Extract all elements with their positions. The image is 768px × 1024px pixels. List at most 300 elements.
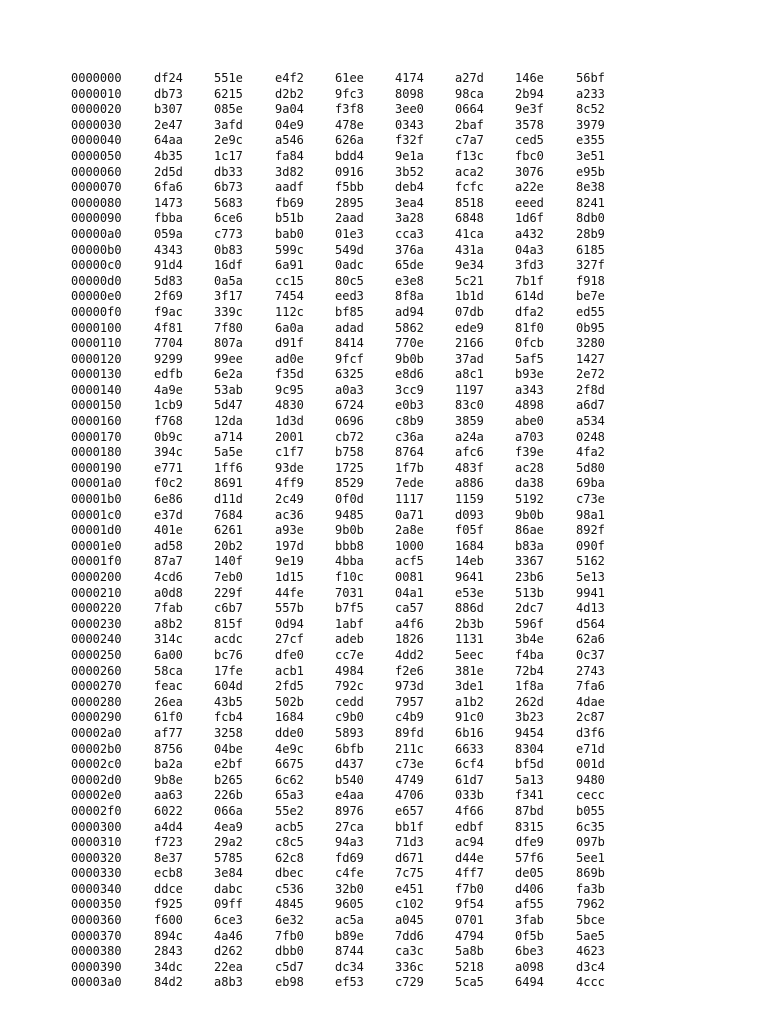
hex-word-cell: 9e1a bbox=[395, 148, 424, 163]
offset-cell: 0000040 bbox=[71, 133, 122, 148]
offset-cell: 0000090 bbox=[71, 211, 122, 226]
hex-word-cell: 01e3 bbox=[335, 226, 364, 241]
offset-cell: 0000100 bbox=[71, 320, 122, 335]
hex-word-cell: 27cf bbox=[275, 632, 304, 647]
hex-word-cell: fb69 bbox=[275, 195, 304, 210]
hex-word-cell: 3367 bbox=[515, 554, 544, 569]
hex-word-cell: 1d3d bbox=[275, 414, 304, 429]
hex-word-cell: 9641 bbox=[455, 570, 484, 584]
hex-word-cell: 3859 bbox=[455, 414, 484, 429]
hex-word-cell: 7031 bbox=[335, 585, 364, 600]
hex-word-cell: d093 bbox=[455, 507, 484, 522]
hex-word-cell: e53e bbox=[455, 585, 484, 600]
hex-word-cell: 0916 bbox=[335, 164, 364, 179]
offset-cell: 00001c0 bbox=[71, 507, 122, 522]
hex-word-cell: c4fe bbox=[335, 866, 364, 881]
hex-word-cell: 792c bbox=[335, 679, 364, 694]
hex-word-cell: 1d6f bbox=[515, 211, 544, 226]
hex-word-cell: 9e19 bbox=[275, 554, 304, 569]
hex-word-cell: b83a bbox=[515, 538, 544, 553]
hex-word-cell: a8c1 bbox=[455, 367, 484, 382]
hex-word-cell: 5162 bbox=[576, 554, 605, 569]
hex-word-cell: 61d7 bbox=[455, 772, 484, 787]
hex-word-cell: cc7e bbox=[335, 647, 364, 662]
hex-word-cell: ad94 bbox=[395, 304, 424, 319]
offset-cell: 0000290 bbox=[71, 710, 122, 725]
hex-word-cell: 4ff9 bbox=[275, 476, 304, 491]
hex-word-cell: de05 bbox=[515, 866, 544, 881]
hex-word-cell: a343 bbox=[515, 382, 544, 397]
hex-word-cell: 2dc7 bbox=[515, 601, 544, 616]
hex-word-cell: cb72 bbox=[335, 429, 364, 444]
hex-word-cell: 4a9e bbox=[154, 382, 183, 397]
hex-word-cell: f05f bbox=[455, 523, 484, 538]
hex-word-cell: bc76 bbox=[214, 647, 243, 662]
hex-word-cell: 6be3 bbox=[515, 944, 544, 959]
hex-word-cell: 0664 bbox=[455, 102, 484, 117]
hex-word-cell: 483f bbox=[455, 460, 484, 475]
hex-word-cell: 112c bbox=[275, 304, 304, 319]
hex-word-cell: a546 bbox=[275, 133, 304, 148]
hex-word-cell: 226b bbox=[214, 788, 243, 803]
hex-word-cell: 5a8b bbox=[455, 944, 484, 959]
hex-word-cell: c7a7 bbox=[455, 133, 484, 148]
hex-word-cell: d3f6 bbox=[576, 725, 605, 740]
hex-word-cell: 5d47 bbox=[214, 398, 243, 413]
hex-word-cell: 8098 bbox=[395, 86, 424, 101]
hex-word-cell: 9941 bbox=[576, 585, 605, 600]
offset-cell: 0000170 bbox=[71, 429, 122, 444]
hex-word-cell: a4f6 bbox=[395, 616, 424, 631]
hex-word-cell: 04e9 bbox=[275, 117, 304, 132]
hex-word-cell: 27ca bbox=[335, 819, 364, 834]
hex-word-cell: fbba bbox=[154, 211, 183, 226]
hex-word-cell: 3578 bbox=[515, 117, 544, 132]
hex-word-cell: b89e bbox=[335, 928, 364, 943]
hex-word-cell: 2743 bbox=[576, 663, 605, 678]
hex-word-cell: ac36 bbox=[275, 507, 304, 522]
hex-word-cell: b7f5 bbox=[335, 601, 364, 616]
hex-word-cell: 65a3 bbox=[275, 788, 304, 803]
hex-word-cell: bab0 bbox=[275, 226, 304, 241]
hex-word-cell: 9480 bbox=[576, 772, 605, 787]
hex-word-cell: f925 bbox=[154, 897, 183, 912]
hex-word-cell: c4b9 bbox=[395, 710, 424, 725]
hex-word-cell: acf5 bbox=[395, 554, 424, 569]
hex-word-cell: 89fd bbox=[395, 725, 424, 740]
hex-word-cell: fbc0 bbox=[515, 148, 544, 163]
hex-word-cell: 87bd bbox=[515, 803, 544, 818]
hex-word-cell: f2e6 bbox=[395, 663, 424, 678]
hex-word-cell: 211c bbox=[395, 741, 424, 756]
hex-word-cell: e451 bbox=[395, 881, 424, 896]
hex-word-cell: 9605 bbox=[335, 897, 364, 912]
hex-word-cell: f723 bbox=[154, 835, 183, 850]
hex-word-cell: e657 bbox=[395, 803, 424, 818]
hex-word-cell: 6261 bbox=[214, 523, 243, 538]
hex-word-cell: 6fa6 bbox=[154, 180, 183, 195]
offset-cell: 00002a0 bbox=[71, 725, 122, 740]
hex-word-cell: edfb bbox=[154, 367, 183, 382]
hex-word-cell: 3b23 bbox=[515, 710, 544, 725]
hex-word-cell: dde0 bbox=[275, 725, 304, 740]
hex-word-cell: 9e34 bbox=[455, 258, 484, 273]
hex-word-cell: a0d8 bbox=[154, 585, 183, 600]
hex-word-cell: ac94 bbox=[455, 835, 484, 850]
offset-cell: 0000350 bbox=[71, 897, 122, 912]
hex-word-cell: 0a71 bbox=[395, 507, 424, 522]
hex-word-cell: 23b6 bbox=[515, 570, 544, 584]
hex-word-cell: 3fd3 bbox=[515, 258, 544, 273]
hex-word-cell: a27d bbox=[455, 71, 484, 85]
hex-word-cell: deb4 bbox=[395, 180, 424, 195]
offset-cell: 0000310 bbox=[71, 835, 122, 850]
hex-word-cell: b540 bbox=[335, 772, 364, 787]
offset-cell: 0000390 bbox=[71, 959, 122, 974]
hex-word-cell: 892f bbox=[576, 523, 605, 538]
offset-cell: 0000080 bbox=[71, 195, 122, 210]
hex-word-cell: 20b2 bbox=[214, 538, 243, 553]
offset-cell: 0000130 bbox=[71, 367, 122, 382]
hex-word-cell: 87a7 bbox=[154, 554, 183, 569]
hex-word-cell: d671 bbox=[395, 850, 424, 865]
hex-word-cell: 6b16 bbox=[455, 725, 484, 740]
hex-word-cell: 5ae5 bbox=[576, 928, 605, 943]
hex-word-cell: a8b3 bbox=[214, 975, 243, 990]
hex-word-cell: 9b8e bbox=[154, 772, 183, 787]
hex-word-cell: 2a8e bbox=[395, 523, 424, 538]
hex-word-cell: 1159 bbox=[455, 492, 484, 507]
hex-word-cell: b307 bbox=[154, 102, 183, 117]
hex-word-cell: 44fe bbox=[275, 585, 304, 600]
hex-word-cell: 7454 bbox=[275, 289, 304, 304]
hex-word-cell: 2f8d bbox=[576, 382, 605, 397]
hex-word-cell: 7704 bbox=[154, 336, 183, 351]
hex-word-cell: c5d7 bbox=[275, 959, 304, 974]
hex-word-cell: af77 bbox=[154, 725, 183, 740]
hex-word-cell: 8756 bbox=[154, 741, 183, 756]
hex-word-cell: 64aa bbox=[154, 133, 183, 148]
hex-word-cell: 61f0 bbox=[154, 710, 183, 725]
hex-word-cell: 596f bbox=[515, 616, 544, 631]
hex-word-cell: 4dd2 bbox=[395, 647, 424, 662]
hex-word-cell: 09ff bbox=[214, 897, 243, 912]
hex-word-cell: 04a3 bbox=[515, 242, 544, 257]
hex-word-cell: 29a2 bbox=[214, 835, 243, 850]
hex-word-cell: aca2 bbox=[455, 164, 484, 179]
hex-word-cell: 7ede bbox=[395, 476, 424, 491]
hex-word-cell: 37ad bbox=[455, 351, 484, 366]
hex-word-cell: bb1f bbox=[395, 819, 424, 834]
hex-word-cell: dc34 bbox=[335, 959, 364, 974]
hex-word-cell: 4984 bbox=[335, 663, 364, 678]
hex-word-cell: 4fa2 bbox=[576, 445, 605, 460]
hex-word-cell: e3e8 bbox=[395, 273, 424, 288]
hex-word-cell: abe0 bbox=[515, 414, 544, 429]
hex-word-cell: 807a bbox=[214, 336, 243, 351]
hex-word-cell: 431a bbox=[455, 242, 484, 257]
hex-word-cell: 3e51 bbox=[576, 148, 605, 163]
hex-word-cell: 7962 bbox=[576, 897, 605, 912]
hex-word-cell: 7eb0 bbox=[214, 570, 243, 584]
hex-word-cell: 197d bbox=[275, 538, 304, 553]
offset-cell: 0000380 bbox=[71, 944, 122, 959]
hex-word-cell: 6185 bbox=[576, 242, 605, 257]
hex-word-cell: 6215 bbox=[214, 86, 243, 101]
hex-word-cell: e0b3 bbox=[395, 398, 424, 413]
hex-word-cell: c536 bbox=[275, 881, 304, 896]
hex-word-cell: e771 bbox=[154, 460, 183, 475]
hex-word-cell: 9b0b bbox=[335, 523, 364, 538]
hex-word-cell: f918 bbox=[576, 273, 605, 288]
offset-cell: 00001f0 bbox=[71, 554, 122, 569]
hex-word-cell: 1197 bbox=[455, 382, 484, 397]
hex-word-cell: 3979 bbox=[576, 117, 605, 132]
hex-word-cell: 4a46 bbox=[214, 928, 243, 943]
hex-word-cell: 5192 bbox=[515, 492, 544, 507]
hex-word-cell: 502b bbox=[275, 694, 304, 709]
hex-word-cell: 381e bbox=[455, 663, 484, 678]
hex-word-cell: 6cf4 bbox=[455, 757, 484, 772]
hex-word-cell: df24 bbox=[154, 71, 183, 85]
hex-word-cell: 4cd6 bbox=[154, 570, 183, 584]
hex-word-cell: 3cc9 bbox=[395, 382, 424, 397]
hex-word-cell: 22ea bbox=[214, 959, 243, 974]
hex-word-cell: be7e bbox=[576, 289, 605, 304]
hex-word-cell: c1f7 bbox=[275, 445, 304, 460]
hex-word-cell: 16df bbox=[214, 258, 243, 273]
hex-word-cell: 8304 bbox=[515, 741, 544, 756]
hex-word-cell: ba2a bbox=[154, 757, 183, 772]
hex-word-cell: dabc bbox=[214, 881, 243, 896]
hex-word-cell: 6a0a bbox=[275, 320, 304, 335]
hex-word-cell: 5af5 bbox=[515, 351, 544, 366]
hex-word-cell: 6724 bbox=[335, 398, 364, 413]
hex-word-cell: 04be bbox=[214, 741, 243, 756]
hex-word-cell: c8c5 bbox=[275, 835, 304, 850]
hex-word-cell: a098 bbox=[515, 959, 544, 974]
hex-word-cell: 140f bbox=[214, 554, 243, 569]
hex-word-cell: 6ce3 bbox=[214, 913, 243, 928]
hex-word-cell: 4bba bbox=[335, 554, 364, 569]
hex-word-cell: 80c5 bbox=[335, 273, 364, 288]
hex-word-cell: 599c bbox=[275, 242, 304, 257]
hex-word-cell: ad58 bbox=[154, 538, 183, 553]
hex-word-cell: 94a3 bbox=[335, 835, 364, 850]
hex-word-cell: 8976 bbox=[335, 803, 364, 818]
offset-cell: 0000250 bbox=[71, 647, 122, 662]
hex-word-cell: 8e37 bbox=[154, 850, 183, 865]
offset-cell: 0000000 bbox=[71, 71, 122, 85]
hex-word-cell: 0c37 bbox=[576, 647, 605, 662]
hex-word-cell: ddce bbox=[154, 881, 183, 896]
hex-word-cell: 8f8a bbox=[395, 289, 424, 304]
hex-word-cell: a4d4 bbox=[154, 819, 183, 834]
hex-word-cell: 376a bbox=[395, 242, 424, 257]
hex-word-cell: bf85 bbox=[335, 304, 364, 319]
offset-cell: 0000190 bbox=[71, 460, 122, 475]
hex-word-cell: 4dae bbox=[576, 694, 605, 709]
hex-word-cell: a22e bbox=[515, 180, 544, 195]
hex-word-cell: 3e84 bbox=[214, 866, 243, 881]
hex-word-cell: 059a bbox=[154, 226, 183, 241]
hex-word-cell: 0d94 bbox=[275, 616, 304, 631]
hex-word-cell: 1826 bbox=[395, 632, 424, 647]
hex-word-cell: ecb8 bbox=[154, 866, 183, 881]
hex-word-cell: 12da bbox=[214, 414, 243, 429]
hex-word-cell: 1725 bbox=[335, 460, 364, 475]
hex-word-cell: 3afd bbox=[214, 117, 243, 132]
hex-word-cell: 5c21 bbox=[455, 273, 484, 288]
hex-word-cell: 3de1 bbox=[455, 679, 484, 694]
offset-cell: 0000360 bbox=[71, 913, 122, 928]
hex-word-cell: c102 bbox=[395, 897, 424, 912]
hex-word-cell: b055 bbox=[576, 803, 605, 818]
hex-word-cell: f39e bbox=[515, 445, 544, 460]
offset-cell: 0000120 bbox=[71, 351, 122, 366]
offset-cell: 0000160 bbox=[71, 414, 122, 429]
offset-cell: 0000210 bbox=[71, 585, 122, 600]
hex-word-cell: 5785 bbox=[214, 850, 243, 865]
hex-word-cell: 1ff6 bbox=[214, 460, 243, 475]
hex-word-cell: 1c17 bbox=[214, 148, 243, 163]
offset-cell: 00000b0 bbox=[71, 242, 122, 257]
hex-word-cell: aa63 bbox=[154, 788, 183, 803]
hex-word-cell: ef53 bbox=[335, 975, 364, 990]
hex-word-cell: 7b1f bbox=[515, 273, 544, 288]
hex-word-cell: 6e2a bbox=[214, 367, 243, 382]
hex-word-cell: 4e9c bbox=[275, 741, 304, 756]
hex-word-cell: 090f bbox=[576, 538, 605, 553]
hex-word-cell: cc15 bbox=[275, 273, 304, 288]
hex-word-cell: 6a00 bbox=[154, 647, 183, 662]
hex-word-cell: 5d80 bbox=[576, 460, 605, 475]
hex-word-cell: 43b5 bbox=[214, 694, 243, 709]
hex-word-cell: 1117 bbox=[395, 492, 424, 507]
hex-word-cell: e37d bbox=[154, 507, 183, 522]
offset-cell: 00001d0 bbox=[71, 523, 122, 538]
hex-word-cell: c9b0 bbox=[335, 710, 364, 725]
offset-cell: 00001e0 bbox=[71, 538, 122, 553]
hex-word-cell: 973d bbox=[395, 679, 424, 694]
hex-word-cell: c8b9 bbox=[395, 414, 424, 429]
hex-word-cell: afc6 bbox=[455, 445, 484, 460]
hex-word-cell: 394c bbox=[154, 445, 183, 460]
hex-word-cell: 4749 bbox=[395, 772, 424, 787]
offset-cell: 0000230 bbox=[71, 616, 122, 631]
hex-word-cell: 3a28 bbox=[395, 211, 424, 226]
hex-word-cell: 8315 bbox=[515, 819, 544, 834]
hex-word-cell: d406 bbox=[515, 881, 544, 896]
hex-word-cell: 6494 bbox=[515, 975, 544, 990]
hex-word-cell: a8b2 bbox=[154, 616, 183, 631]
hex-word-cell: 1f8a bbox=[515, 679, 544, 694]
hex-word-cell: 1000 bbox=[395, 538, 424, 553]
hex-word-cell: 2b3b bbox=[455, 616, 484, 631]
hex-word-cell: 3b52 bbox=[395, 164, 424, 179]
hex-word-cell: 62a6 bbox=[576, 632, 605, 647]
hex-word-cell: 5683 bbox=[214, 195, 243, 210]
hex-word-cell: 62c8 bbox=[275, 850, 304, 865]
hex-word-cell: fcb4 bbox=[214, 710, 243, 725]
offset-cell: 0000030 bbox=[71, 117, 122, 132]
hex-word-cell: 28b9 bbox=[576, 226, 605, 241]
hex-word-cell: 9f54 bbox=[455, 897, 484, 912]
hex-word-cell: 549d bbox=[335, 242, 364, 257]
hex-word-cell: d437 bbox=[335, 757, 364, 772]
offset-cell: 00001a0 bbox=[71, 476, 122, 491]
hex-word-cell: ed55 bbox=[576, 304, 605, 319]
hex-word-cell: 6633 bbox=[455, 741, 484, 756]
hex-word-cell: 7684 bbox=[214, 507, 243, 522]
hex-word-cell: d44e bbox=[455, 850, 484, 865]
hex-word-cell: 1684 bbox=[275, 710, 304, 725]
hex-word-cell: 033b bbox=[455, 788, 484, 803]
hex-word-cell: db33 bbox=[214, 164, 243, 179]
hex-word-cell: 9485 bbox=[335, 507, 364, 522]
hex-word-cell: 5a13 bbox=[515, 772, 544, 787]
hex-word-cell: adeb bbox=[335, 632, 364, 647]
hex-word-cell: 2d5d bbox=[154, 164, 183, 179]
hex-word-cell: 5ee1 bbox=[576, 850, 605, 865]
hex-word-cell: 4ea9 bbox=[214, 819, 243, 834]
hex-word-cell: ac5a bbox=[335, 913, 364, 928]
hex-word-cell: fcfc bbox=[455, 180, 484, 195]
hex-word-cell: d564 bbox=[576, 616, 605, 631]
hex-word-cell: 7fb0 bbox=[275, 928, 304, 943]
hex-word-cell: 2e47 bbox=[154, 117, 183, 132]
hex-word-cell: 8e38 bbox=[576, 180, 605, 195]
hex-word-cell: 4898 bbox=[515, 398, 544, 413]
offset-cell: 00000f0 bbox=[71, 304, 122, 319]
hex-word-cell: 6a91 bbox=[275, 258, 304, 273]
hex-word-cell: f5bb bbox=[335, 180, 364, 195]
hex-word-cell: 55e2 bbox=[275, 803, 304, 818]
hex-word-cell: 26ea bbox=[154, 694, 183, 709]
hex-word-cell: dfa2 bbox=[515, 304, 544, 319]
hex-word-cell: c773 bbox=[214, 226, 243, 241]
hex-word-cell: c73e bbox=[576, 492, 605, 507]
hex-word-cell: 81f0 bbox=[515, 320, 544, 335]
offset-cell: 0000220 bbox=[71, 601, 122, 616]
hex-word-cell: 8744 bbox=[335, 944, 364, 959]
hex-word-cell: 2c49 bbox=[275, 492, 304, 507]
offset-cell: 0000280 bbox=[71, 694, 122, 709]
offset-cell: 00000a0 bbox=[71, 226, 122, 241]
hex-word-cell: e2bf bbox=[214, 757, 243, 772]
hex-word-cell: 6c35 bbox=[576, 819, 605, 834]
offset-cell: 0000020 bbox=[71, 102, 122, 117]
hex-word-cell: 5218 bbox=[455, 959, 484, 974]
hex-word-cell: 1d15 bbox=[275, 570, 304, 584]
hex-word-cell: 7c75 bbox=[395, 866, 424, 881]
hex-word-cell: af55 bbox=[515, 897, 544, 912]
hex-word-cell: d91f bbox=[275, 336, 304, 351]
hex-word-cell: f600 bbox=[154, 913, 183, 928]
hex-word-cell: e4aa bbox=[335, 788, 364, 803]
hex-word-cell: dfe0 bbox=[275, 647, 304, 662]
hex-word-cell: dfe9 bbox=[515, 835, 544, 850]
hex-word-cell: 066a bbox=[214, 803, 243, 818]
hex-word-cell: 5d83 bbox=[154, 273, 183, 288]
hex-word-cell: dbb0 bbox=[275, 944, 304, 959]
hex-word-cell: a233 bbox=[576, 86, 605, 101]
hex-word-cell: e95b bbox=[576, 164, 605, 179]
hex-word-cell: ced5 bbox=[515, 133, 544, 148]
offset-cell: 0000110 bbox=[71, 336, 122, 351]
hex-word-cell: 1b1d bbox=[455, 289, 484, 304]
hex-word-cell: 98a1 bbox=[576, 507, 605, 522]
